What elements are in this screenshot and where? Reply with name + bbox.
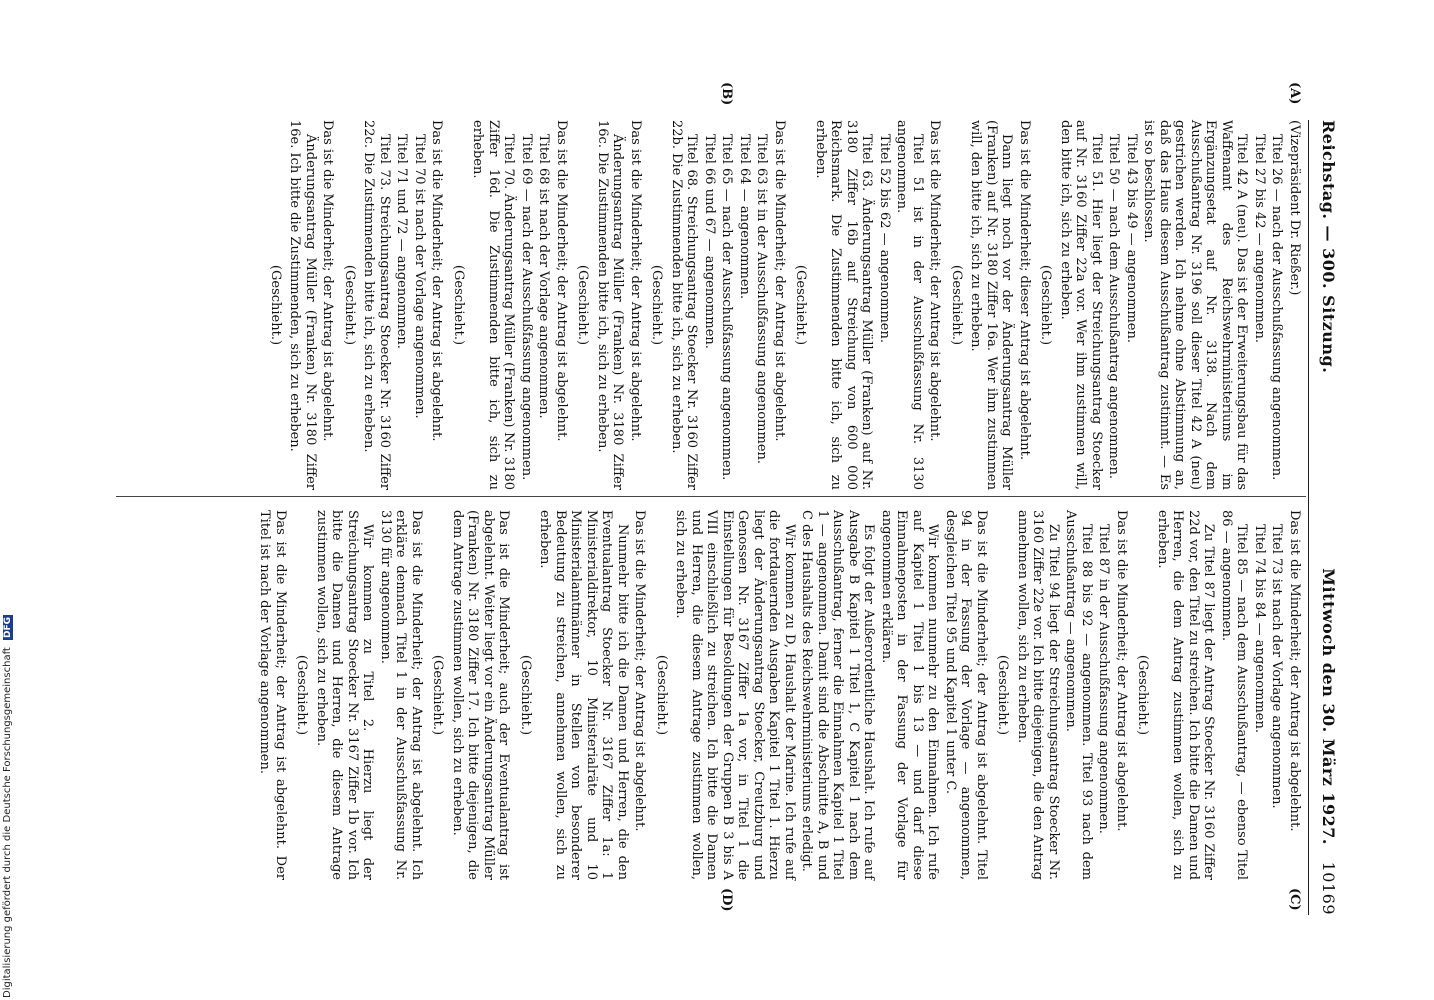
paragraph: Titel 85 — nach dem Ausschußantrag, — ebenso Titel 86 — angenommen.	[1219, 510, 1250, 880]
paragraph: Titel 65 — nach der Ausschußfassung angenommen.	[719, 134, 735, 481]
marker-b: (B)	[719, 82, 734, 106]
stage-direction: (Geschieht.)	[430, 654, 446, 736]
marker-a: (A)	[1287, 82, 1302, 105]
stage-direction: (Geschieht.)	[451, 264, 466, 346]
paragraph: Titel 64 — angenommen.	[737, 134, 752, 300]
stage-direction: (Geschieht.)	[294, 654, 310, 736]
paragraph: Titel 66 und 67 — angenommen.	[702, 134, 717, 349]
header-left: Reichstag. — 300. Sitzung.	[1319, 120, 1338, 374]
paragraph: Titel 51. Hier liegt der Streichungsantrag Stoecker auf Nr. 3160 Ziffer 22a vor. Wer ihm zustimmen will, den bitte ich, sich zu erheben.	[1058, 120, 1104, 490]
paragraph: Nunmehr bitte ich die Damen und Herren, die den Eventualantrag Stoecker Nr. 3167 Ziffer 1a: 1 Ministerialdirektor, 10 Ministerialräte und 10 Ministerialamtmänner in Stellen von besonderer Bedeutung zu streichen, annehmen wollen, sich zu erheben.	[537, 510, 630, 880]
paragraph: (Vizepräsident Dr. Rießer.)	[1287, 120, 1302, 296]
paragraph: Dann liegt noch vor der Änderungsantrag Müller (Franken) auf Nr. 3180 Ziffer 16a. Wer ihm zustimmen will, den bitte ich, sich zu erheben.	[968, 120, 1015, 490]
paragraph: Titel 50 — nach dem Ausschußantrag angenommen.	[1106, 134, 1122, 479]
paragraph: Das ist die Minderheit; der Antrag ist abgelehnt.	[772, 120, 787, 442]
paragraph: Titel 52 bis 62 — angenommen.	[877, 134, 892, 343]
paragraph: Titel 70. Änderungsantrag Müller (Franken) Nr. 3180 Ziffer 16d. Die Zustimmenden bitte ich, sich zu erheben.	[470, 120, 517, 490]
paragraph: Das ist die Minderheit; dieser Antrag ist abgelehnt.	[1017, 120, 1032, 461]
header-right: Mittwoch den 30. März 1927.	[1319, 568, 1338, 845]
paragraph: Titel 69 — nach der Ausschußfassung angenommen.	[519, 134, 534, 481]
stage-direction: (Geschieht.)	[268, 264, 283, 346]
paragraph: Titel 51 ist in der Ausschußfassung Nr. 3130 angenommen.	[894, 120, 925, 490]
stage-direction: (Geschieht.)	[1038, 264, 1054, 346]
stage-direction: (Geschieht.)	[949, 264, 964, 346]
marker-d: (D)	[719, 888, 734, 912]
paragraph: Titel 73. Streichungsantrag Stoecker Nr. 3160 Ziffer 22c. Die Zustimmenden bitte ich, sich zu erheben.	[361, 120, 392, 490]
paragraph: Das ist die Minderheit; der Antrag ist abgelehnt.	[320, 120, 336, 442]
paragraph: Titel 68. Streichungsantrag Stoecker Nr. 3160 Ziffer 22b. Die Zustimmenden bitte ich, sich zu erheben.	[669, 120, 700, 490]
paragraph: Zu Titel 87 liegt der Antrag Stoecker Nr. 3160 Ziffer 22d vor, den Titel zu streichen. Ich bitte die Damen und Herren, die dem Antrag zustimmen wollen, sich zu erheben.	[1155, 510, 1217, 880]
paragraph: Titel 42 A (neu). Das ist der Erweiterungsbau für das Waffenamt des Reichswehrministeriums im Ergänzungsetat auf Nr. 3138. Nach dem Ausschußantrag Nr. 3196 soll dieser Titel 42 A (neu) gestrichen werden. Ich nehme ohne Abstimmung an, daß das Haus diesem Ausschußantrag zustimmt. — Es ist so beschlossen.	[1141, 120, 1250, 490]
paragraph: Das ist die Minderheit; der Antrag ist abgelehnt. Titel 94 in der Fassung der Vorlage — angenommen, desgleichen Titel 95 und Kapitel 1 unter C.	[943, 510, 989, 880]
paragraph: Titel 87 in der Ausschußfassung angenommen.	[1096, 524, 1112, 834]
paragraph: Titel 27 bis 42 — angenommen.	[1252, 134, 1267, 343]
paragraph: Titel 43 bis 49 — angenommen.	[1124, 134, 1139, 343]
paragraph: Das ist die Minderheit; der Antrag ist abgelehnt.	[1114, 510, 1129, 832]
paragraph: Das ist die Minderheit; der Antrag ist abgelehnt. Ich erkläre demnach Titel 1 in der Ausschußfassung Nr. 3130 für angenommen.	[378, 510, 424, 880]
column-divider	[116, 496, 1306, 497]
stage-direction: (Geschieht.)	[1135, 654, 1151, 736]
paragraph: Änderungsantrag Müller (Franken) Nr. 3180 Ziffer 16c. Die Zustimmenden bitte ich, sich zu erheben.	[595, 120, 626, 490]
paragraph: Änderungsantrag Müller (Franken) Nr. 3180 Ziffer 16e. Ich bitte die Zustimmenden, sich zu erheben.	[287, 120, 318, 490]
right-column	[255, 510, 1302, 880]
credit-text: Digitalisierung gefördert durch die Deutsche Forschungsgemeinschaft	[2, 647, 13, 998]
paragraph: Wir kommen zu D, Haushalt der Marine. Ich rufe auf die fortdauernden Ausgaben Kapitel 1 Titel 1. Hierzu liegt der Änderungsantrag Stoecker, Creutzburg und Genossen Nr. 3167 Ziffer 1a vor, in Titel 1 die Einstellungen für Besoldungen der Gruppen B 3 bis A VIII einschließlich zu streichen. Ich bitte die Damen und Herren, die diesem Antrage zustimmen wollen, sich zu erheben.	[673, 510, 797, 880]
paragraph: Wir kommen zu Titel 2. Hierzu liegt der Streichungsantrag Stoecker Nr. 3167 Ziffer 1b vor. Ich bitte die Damen und Herren, die diesem Antrage zustimmen wollen, sich zu erheben.	[314, 510, 376, 880]
page-number: 10169	[1319, 861, 1338, 915]
paragraph: Das ist die Minderheit; der Antrag ist abgelehnt.	[429, 120, 445, 442]
marker-c: (C)	[1287, 888, 1302, 911]
paragraph: Das ist die Minderheit; der Antrag ist abgelehnt.	[1287, 510, 1302, 832]
paragraph: Titel 68 ist nach der Vorlage angenommen.	[536, 134, 552, 419]
credit-strip	[0, 600, 20, 1000]
paragraph: Titel 70 ist nach der Vorlage angenommen.	[412, 134, 427, 419]
paragraph: Das ist die Minderheit; der Antrag ist abgelehnt.	[927, 120, 943, 442]
stage-direction: (Geschieht.)	[793, 264, 809, 346]
left-column	[262, 120, 1303, 490]
stage-direction: (Geschieht.)	[654, 654, 669, 736]
paragraph: Zu Titel 94 liegt der Streichungsantrag Stoecker Nr. 3160 Ziffer 22e vor. Ich bitte diejenigen, die den Antrag annehmen wollen, sich zu erheben.	[1015, 510, 1061, 880]
paragraph: Titel 63 ist in der Ausschußfassung angenommen.	[754, 134, 770, 465]
paragraph: Es folgt der Außerordentliche Haushalt. Ich rufe auf Ausgabe B Kapitel 1 Titel 1, C Kapitel 1 nach dem Ausschußantrag, ferner die Einnahmen Kapitel 1 Titel 1 — angenommen. Damit sind die Abschnitte A, B und C des Haushalts des Reichswehrministeriums erledigt.	[799, 510, 877, 880]
paragraph: Das ist die Minderheit; der Antrag ist abgelehnt.	[554, 120, 569, 442]
stage-direction: (Geschieht.)	[649, 264, 665, 346]
paragraph: Das ist die Minderheit; der Antrag ist abgelehnt. Der Titel ist nach der Vorlage angenommen.	[257, 510, 288, 880]
paragraph: Titel 74 bis 84 — angenommen.	[1252, 524, 1267, 733]
header-rule	[1308, 120, 1309, 915]
paragraph: Wir kommen nunmehr zu den Einnahmen. Ich rufe auf Kapitel 1 Titel 1 bis 13 — und darf diese Einnahmeposten in der Fassung der Vorlage für angenommen erklären.	[879, 510, 941, 880]
stage-direction: (Geschieht.)	[575, 264, 591, 346]
paragraph: Titel 63. Änderungsantrag Müller (Franken) auf Nr. 3180 Ziffer 16b auf Streichung von 600 000 Reichsmark. Die Zustimmenden bitte ich, sich zu erheben.	[813, 120, 875, 490]
paragraph: Titel 71 und 72 — angenommen.	[394, 134, 410, 349]
stage-direction: (Geschieht.)	[518, 654, 533, 736]
stage-direction: (Geschieht.)	[995, 654, 1011, 736]
page-header	[1314, 120, 1344, 915]
stage-direction: (Geschieht.)	[342, 264, 357, 346]
dfg-logo: DFG	[3, 616, 13, 638]
paragraph: Das ist die Minderheit; der Antrag ist abgelehnt.	[628, 120, 643, 442]
paragraph: Titel 88 bis 92 — angenommen. Titel 93 nach dem Ausschußantrag — angenommen.	[1063, 510, 1094, 880]
paragraph: Das ist die Minderheit; der Antrag ist abgelehnt.	[632, 510, 648, 832]
paragraph: Titel 73 ist nach der Vorlage angenommen.	[1269, 524, 1285, 809]
paragraph: Titel 26 — nach der Ausschußfassung angenommen.	[1269, 134, 1285, 481]
paragraph: Das ist die Minderheit; auch der Eventualantrag ist abgelehnt. Weiter liegt vor ein Änderungsantrag Müller (Franken) Nr. 3180 Ziffer 17. Ich bitte diejenigen, die dem Antrage zustimmen wollen, sich zu erheben.	[450, 510, 512, 880]
